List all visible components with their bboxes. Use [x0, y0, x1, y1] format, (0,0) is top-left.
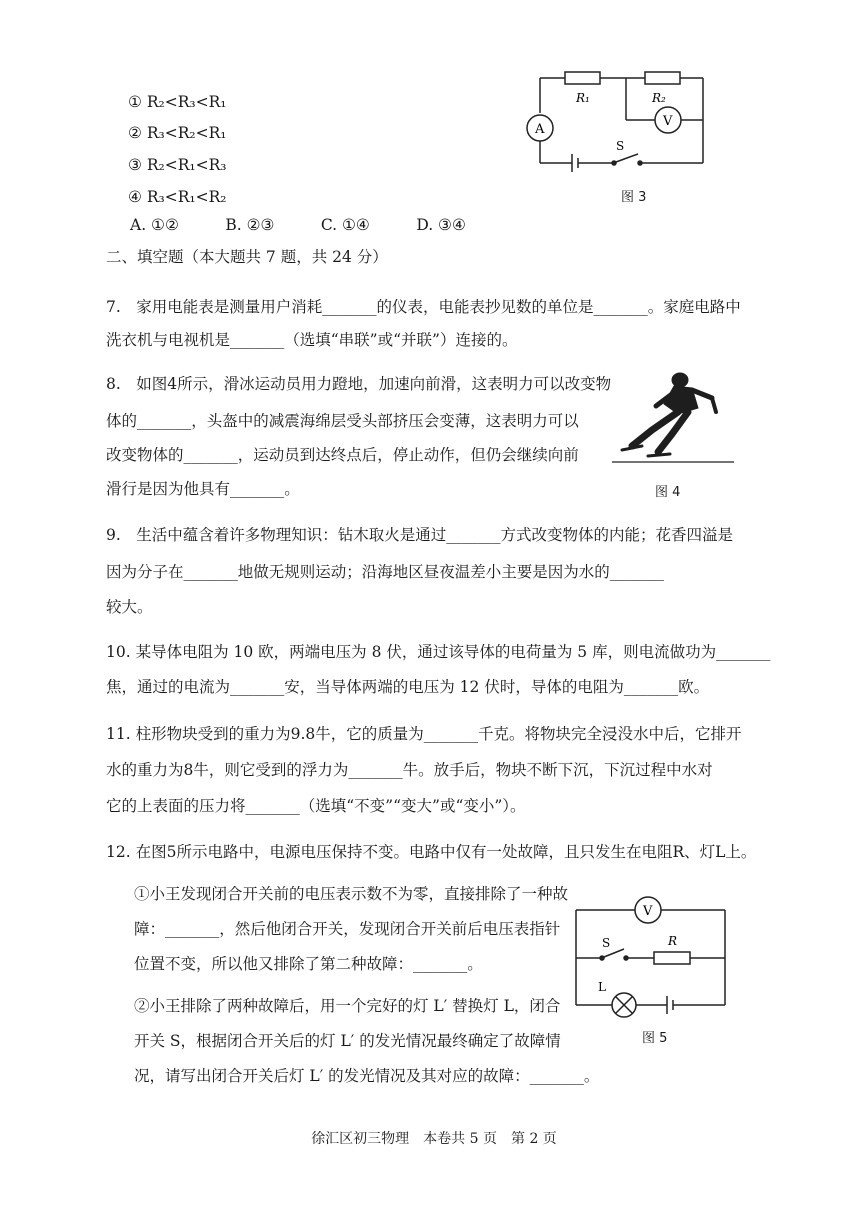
q8-line1: 8. 如图4所示，滑冰运动员用力蹬地，加速向前滑，这表明力可以改变物	[106, 375, 612, 393]
figure-5-caption: 图 5	[642, 1031, 668, 1046]
label-a: A	[535, 122, 545, 137]
q12-para5: 开关 S，根据闭合开关后的灯 L′ 的发光情况最终确定了故障情	[134, 1032, 561, 1050]
q7-line1: 7. 家用电能表是测量用户消耗_______的仪表，电能表抄见数的单位是_______。家庭电路中	[106, 298, 741, 316]
answer-choices: A. ①② B. ②③ C. ①④ D. ③④	[130, 216, 466, 234]
figure-3-caption: 图 3	[621, 190, 647, 205]
label-r: R	[668, 934, 678, 948]
q12-para3: 位置不变，所以他又排除了第二种故障：_______。	[134, 955, 483, 973]
label-s: S	[616, 139, 625, 153]
page-footer: 徐汇区初三物理 本卷共 5 页 第 2 页	[311, 1131, 557, 1147]
q9-line2: 因为分子在_______地做无规则运动；沿海地区昼夜温差小主要是因为水的_______	[106, 563, 665, 581]
label-v: V	[663, 114, 673, 129]
option-1: ① R₂<R₃<R₁	[128, 93, 227, 111]
q9-line1: 9. 生活中蕴含着许多物理知识：钻木取火是通过_______方式改变物体的内能；花香四溢是	[106, 526, 734, 544]
q8-line3: 改变物体的_______，运动员到达终点后，停止动作，但仍会继续向前	[106, 446, 579, 464]
q11-line3: 它的上表面的压力将_______（选填“不变”“变大”或“变小”）。	[106, 797, 526, 815]
label-l: L	[598, 980, 606, 994]
q10-line2: 焦，通过的电流为_______安，当导体两端的电压为 12 伏时，导体的电阻为_______欧。	[106, 678, 710, 696]
label-r2: R₂	[652, 91, 666, 105]
label-v: V	[643, 904, 653, 919]
figure-4-caption: 图 4	[655, 485, 681, 500]
resistor-r	[654, 952, 690, 964]
label-s: S	[602, 936, 611, 950]
option-4: ④ R₃<R₁<R₂	[128, 188, 227, 206]
resistor-r1	[565, 72, 600, 84]
figure-3-circuit	[520, 68, 720, 173]
q8-line4: 滑行是因为他具有_______。	[106, 480, 300, 498]
q12-line1: 12. 在图5所示电路中，电源电压保持不变。电路中仅有一处故障，且只发生在电阻R、灯L上。	[106, 843, 757, 861]
label-r1: R₁	[576, 91, 590, 105]
q12-para4: ②小王排除了两种故障后，用一个完好的灯 L′ 替换灯 L，闭合	[134, 997, 561, 1015]
resistor-r2	[645, 72, 680, 84]
q12-para2: 障：_______，然后他闭合开关，发现闭合开关前后电压表指针	[134, 920, 561, 938]
option-3: ③ R₂<R₁<R₃	[128, 156, 227, 174]
option-2: ② R₃<R₂<R₁	[128, 124, 227, 142]
q11-line1: 11. 柱形物块受到的重力为9.8牛，它的质量为_______千克。将物块完全浸没水中后，它排开	[106, 725, 742, 743]
section-2-heading: 二、填空题（本大题共 7 题，共 24 分）	[106, 248, 388, 266]
q7-line2: 洗衣机与电视机是_______（选填“串联”或“并联”）连接的。	[106, 331, 518, 349]
q8-line2: 体的_______，头盔中的减震海绵层受头部挤压会变薄，这表明力可以	[106, 412, 579, 430]
q12-para1: ①小王发现闭合开关前的电压表示数不为零，直接排除了一种故	[134, 885, 569, 903]
q10-line1: 10. 某导体电阻为 10 欧，两端电压为 8 伏，通过该导体的电荷量为 5 库，则电流做功为_______	[106, 643, 771, 661]
figure-5-circuit	[572, 895, 732, 1025]
figure-4-skater	[612, 368, 737, 466]
q12-para6: 况，请写出闭合开关后灯 L′ 的发光情况及其对应的故障：_______。	[134, 1067, 600, 1085]
q9-line3: 较大。	[106, 598, 153, 616]
q11-line2: 水的重力为8牛，则它受到的浮力为_______牛。放手后，物块不断下沉，下沉过程中水对	[106, 761, 713, 779]
